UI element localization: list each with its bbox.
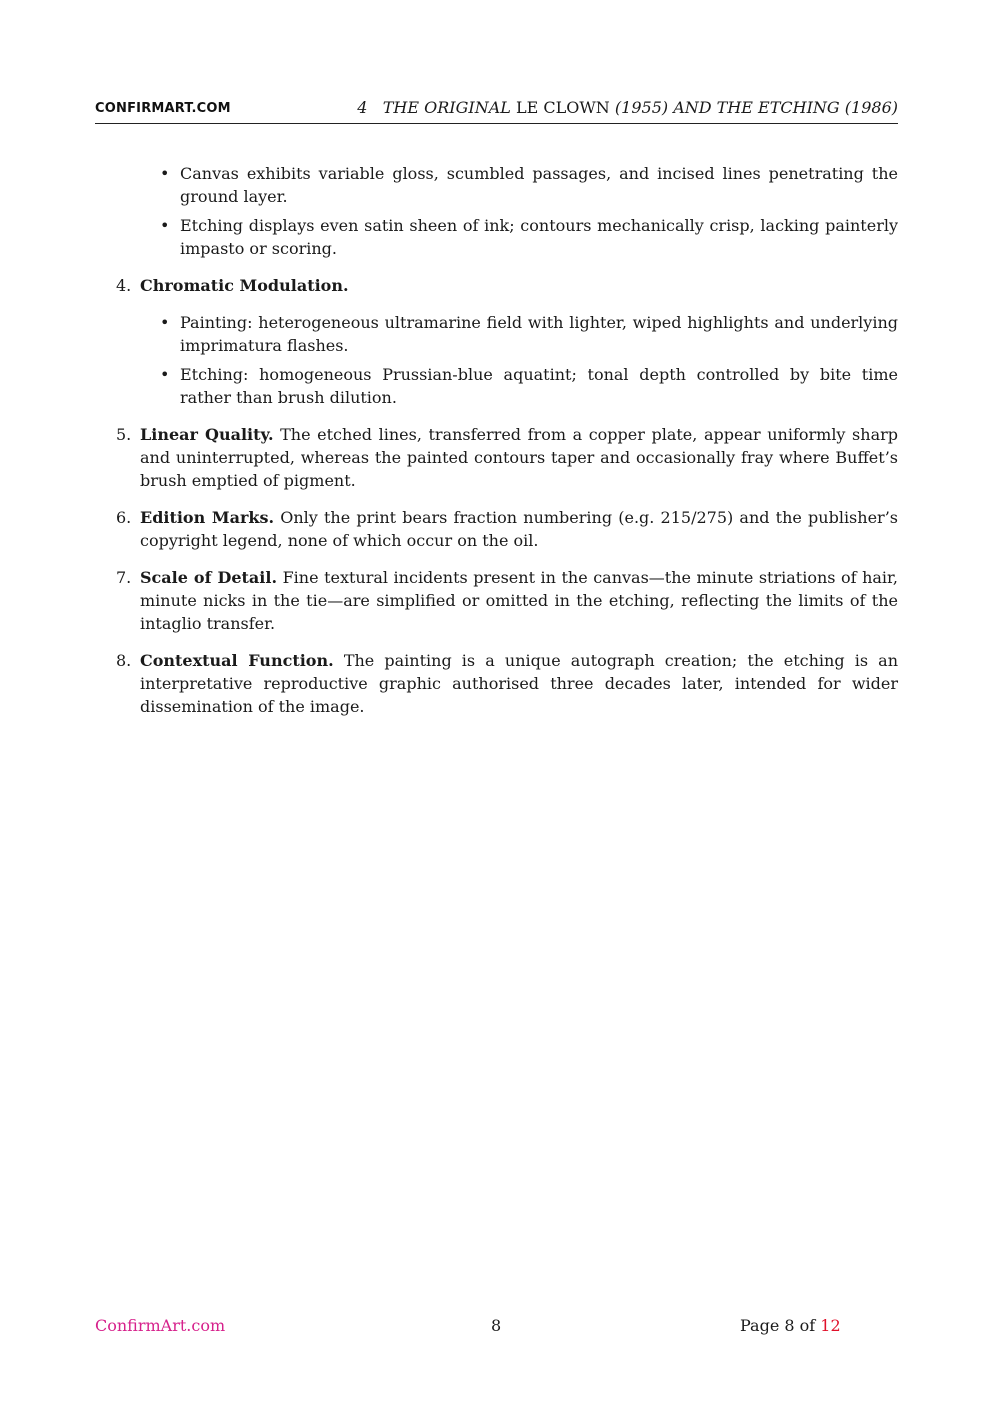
item-number: 6. bbox=[116, 508, 132, 527]
item-number: 5. bbox=[116, 425, 132, 444]
item-text: Only the print bears fraction numbering (e.g. 215/275) and the publisher’s copyright legend, none of which occur on the oil. bbox=[140, 508, 898, 550]
list-item-scale-of-detail bbox=[95, 566, 898, 635]
item-title: Scale of Detail. bbox=[140, 568, 278, 587]
bullet-item: • Canvas exhibits variable gloss, scumbled passages, and incised lines penetrating the ground layer. bbox=[180, 162, 898, 208]
bullet-item: • Painting: heterogeneous ultramarine field with lighter, wiped highlights and underlying imprimatura flashes. bbox=[180, 311, 898, 357]
footer-page-number: 8 bbox=[491, 1316, 502, 1335]
item-text: The painting is a unique autograph creation; the etching is an interpretative reproductive graphic authorised three decades later, intended for wider dissemination of the image. bbox=[140, 651, 899, 716]
list-item-edition-marks bbox=[95, 506, 898, 552]
header-title-part1: THE ORIGINAL bbox=[382, 98, 511, 117]
list-item-contextual-function bbox=[95, 649, 898, 718]
intro-bullet-list bbox=[95, 162, 898, 260]
footer-site-link[interactable]: ConfirmArt.com bbox=[95, 1316, 226, 1335]
item-number: 8. bbox=[116, 651, 132, 670]
item-text: The etched lines, transferred from a copper plate, appear uniformly sharp and uninterrupted, whereas the painted contours taper and occasionally fray where Buffet’s brush emptied of pigment. bbox=[140, 425, 899, 490]
section-header-title bbox=[357, 98, 898, 117]
total-pages-link[interactable]: 12 bbox=[820, 1316, 841, 1335]
chromatic-bullet-list bbox=[95, 311, 898, 409]
item-text: Fine textural incidents present in the canvas—the minute striations of hair, minute nicks in the tie—are simplified or omitted in the etching, reflecting the limits of the intaglio transfer. bbox=[140, 568, 899, 633]
header-title-part3: (1955) AND THE ETCHING (1986) bbox=[614, 98, 898, 117]
item-number: 7. bbox=[116, 568, 132, 587]
bullet-item: • Etching displays even satin sheen of ink; contours mechanically crisp, lacking painterly impasto or scoring. bbox=[180, 214, 898, 260]
running-header bbox=[95, 97, 898, 124]
item-title: Linear Quality. bbox=[140, 425, 274, 444]
header-title-part2: LE CLOWN bbox=[515, 98, 610, 117]
list-item-linear-quality bbox=[95, 423, 898, 492]
list-item-chromatic-modulation bbox=[95, 274, 898, 297]
page-content bbox=[95, 162, 898, 718]
item-title: Contextual Function. bbox=[140, 651, 334, 670]
item-number: 4. bbox=[116, 276, 132, 295]
item-title: Edition Marks. bbox=[140, 508, 275, 527]
confirmart-logo: CONFIRMART.COM bbox=[95, 101, 231, 116]
section-number: 4 bbox=[357, 98, 368, 117]
bullet-item: • Etching: homogeneous Prussian-blue aquatint; tonal depth controlled by bite time rather than brush dilution. bbox=[180, 363, 898, 409]
page-of-label: Page 8 of bbox=[740, 1316, 816, 1335]
footer-page-of bbox=[740, 1316, 841, 1335]
item-title: Chromatic Modulation. bbox=[140, 276, 349, 295]
